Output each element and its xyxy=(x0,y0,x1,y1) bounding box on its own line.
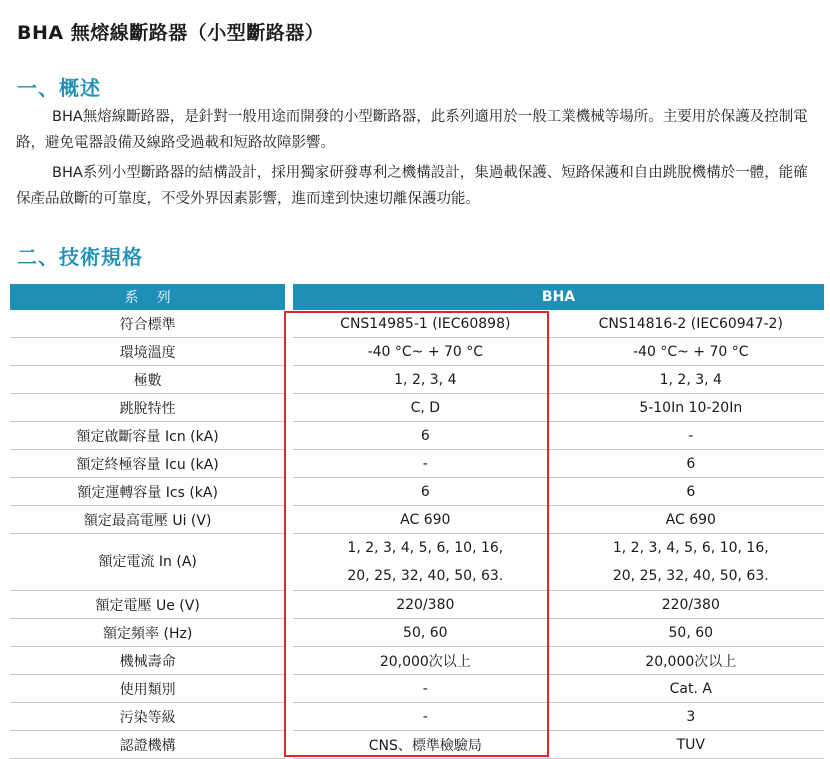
overview-paragraph-2 xyxy=(16,160,816,212)
spec-label: 污染等級 xyxy=(10,703,285,731)
spec-label: 額定啟斷容量 Icn (kA) xyxy=(10,422,285,450)
cell-gap xyxy=(285,619,293,647)
spec-value-iec60947: 6 xyxy=(558,450,824,478)
overview-paragraph-1 xyxy=(16,104,816,156)
cell-gap xyxy=(285,478,293,506)
table-row xyxy=(10,506,824,534)
spec-value-iec60947: TUV xyxy=(558,731,824,759)
spec-value-iec60947: AC 690 xyxy=(558,506,824,534)
value-line: 1, 2, 3, 4, 5, 6, 10, 16, xyxy=(347,540,504,556)
spec-label: 使用類別 xyxy=(10,675,285,703)
spec-value-iec60947: 50, 60 xyxy=(558,619,824,647)
table-row xyxy=(10,338,824,366)
spec-value-iec60898 xyxy=(293,534,557,591)
overview-paragraph-1-text: BHA無熔線斷路器，是針對一般用途而開發的小型斷路器，此系列適用於一般工業機械等場所。主要用於保護及控制電路，避免電器設備及線路受過載和短路故障影響。 xyxy=(16,109,808,151)
cell-gap xyxy=(285,506,293,534)
cell-gap xyxy=(285,338,293,366)
cell-gap xyxy=(285,366,293,394)
value-line: 1, 2, 3, 4, 5, 6, 10, 16, xyxy=(612,540,769,556)
cell-gap xyxy=(285,731,293,759)
spec-label: 額定終極容量 Icu (kA) xyxy=(10,450,285,478)
cell-gap xyxy=(285,422,293,450)
table-row xyxy=(10,310,824,338)
cell-gap xyxy=(285,394,293,422)
spec-label: 跳脫特性 xyxy=(10,394,285,422)
spec-value-iec60898: 20,000次以上 xyxy=(293,647,557,675)
spec-value-iec60898: AC 690 xyxy=(293,506,557,534)
spec-value-iec60898: 6 xyxy=(293,422,557,450)
spec-value-iec60947: - xyxy=(558,422,824,450)
spec-value-iec60947: CNS14816-2 (IEC60947-2) xyxy=(558,310,824,338)
spec-value-iec60898: CNS14985-1 (IEC60898) xyxy=(293,310,557,338)
section-heading-specs: 二、技術規格 xyxy=(17,245,143,269)
spec-label: 額定最高電壓 Ui (V) xyxy=(10,506,285,534)
spec-table-body xyxy=(10,310,824,759)
spec-value-iec60898: 220/380 xyxy=(293,591,557,619)
spec-value-iec60947: -40 °C~ + 70 °C xyxy=(558,338,824,366)
table-row xyxy=(10,366,824,394)
cell-gap xyxy=(285,647,293,675)
spec-value-iec60947: 6 xyxy=(558,478,824,506)
cell-gap xyxy=(285,703,293,731)
cell-gap xyxy=(285,591,293,619)
table-row xyxy=(10,703,824,731)
table-row xyxy=(10,675,824,703)
spec-value-iec60947: Cat. A xyxy=(558,675,824,703)
spec-label: 額定電流 In (A) xyxy=(10,534,285,591)
cell-gap xyxy=(285,310,293,338)
spec-label: 符合標準 xyxy=(10,310,285,338)
spec-label: 額定運轉容量 Ics (kA) xyxy=(10,478,285,506)
spec-value-iec60947: 3 xyxy=(558,703,824,731)
header-gap xyxy=(285,284,293,310)
table-row xyxy=(10,394,824,422)
spec-label: 額定電壓 Ue (V) xyxy=(10,591,285,619)
value-line: 20, 25, 32, 40, 50, 63. xyxy=(612,568,769,584)
table-row xyxy=(10,422,824,450)
table-row xyxy=(10,731,824,759)
spec-value-iec60898: -40 °C~ + 70 °C xyxy=(293,338,557,366)
spec-label: 極數 xyxy=(10,366,285,394)
spec-table xyxy=(10,284,824,759)
spec-label: 額定頻率 (Hz) xyxy=(10,619,285,647)
cell-gap xyxy=(285,675,293,703)
spec-table-header xyxy=(10,284,824,310)
spec-value-iec60898: - xyxy=(293,703,557,731)
spec-label: 環境溫度 xyxy=(10,338,285,366)
overview-paragraph-2-text: BHA系列小型斷路器的結構設計，採用獨家研發專利之機構設計，集過載保護、短路保護和自由跳脫機構於一體，能確保產品啟斷的可靠度，不受外界因素影響，進而達到快速切離保護功能。 xyxy=(16,165,808,207)
spec-value-iec60898: 6 xyxy=(293,478,557,506)
spec-value-iec60898: 50, 60 xyxy=(293,619,557,647)
table-row xyxy=(10,591,824,619)
table-row xyxy=(10,619,824,647)
spec-value-iec60898: CNS、標準檢驗局 xyxy=(293,731,557,759)
spec-value-iec60947 xyxy=(558,534,824,591)
header-series: 系列 xyxy=(10,284,285,310)
page-title: BHA 無熔線斷路器（小型斷路器） xyxy=(17,22,325,44)
spec-value-iec60898: - xyxy=(293,450,557,478)
cell-gap xyxy=(285,534,293,591)
spec-value-iec60898: 1, 2, 3, 4 xyxy=(293,366,557,394)
spec-label: 機械壽命 xyxy=(10,647,285,675)
table-row xyxy=(10,647,824,675)
cell-gap xyxy=(285,450,293,478)
spec-value-iec60898: C, D xyxy=(293,394,557,422)
table-row xyxy=(10,450,824,478)
spec-value-iec60898: - xyxy=(293,675,557,703)
spec-label: 認證機構 xyxy=(10,731,285,759)
section-heading-overview: 一、概述 xyxy=(17,76,101,100)
spec-value-iec60947: 220/380 xyxy=(558,591,824,619)
spec-value-iec60947: 20,000次以上 xyxy=(558,647,824,675)
spec-value-iec60947: 1, 2, 3, 4 xyxy=(558,366,824,394)
value-line: 20, 25, 32, 40, 50, 63. xyxy=(347,568,504,584)
table-row xyxy=(10,534,824,591)
header-bha: BHA xyxy=(293,284,824,310)
table-row xyxy=(10,478,824,506)
spec-value-iec60947: 5-10In 10-20In xyxy=(558,394,824,422)
